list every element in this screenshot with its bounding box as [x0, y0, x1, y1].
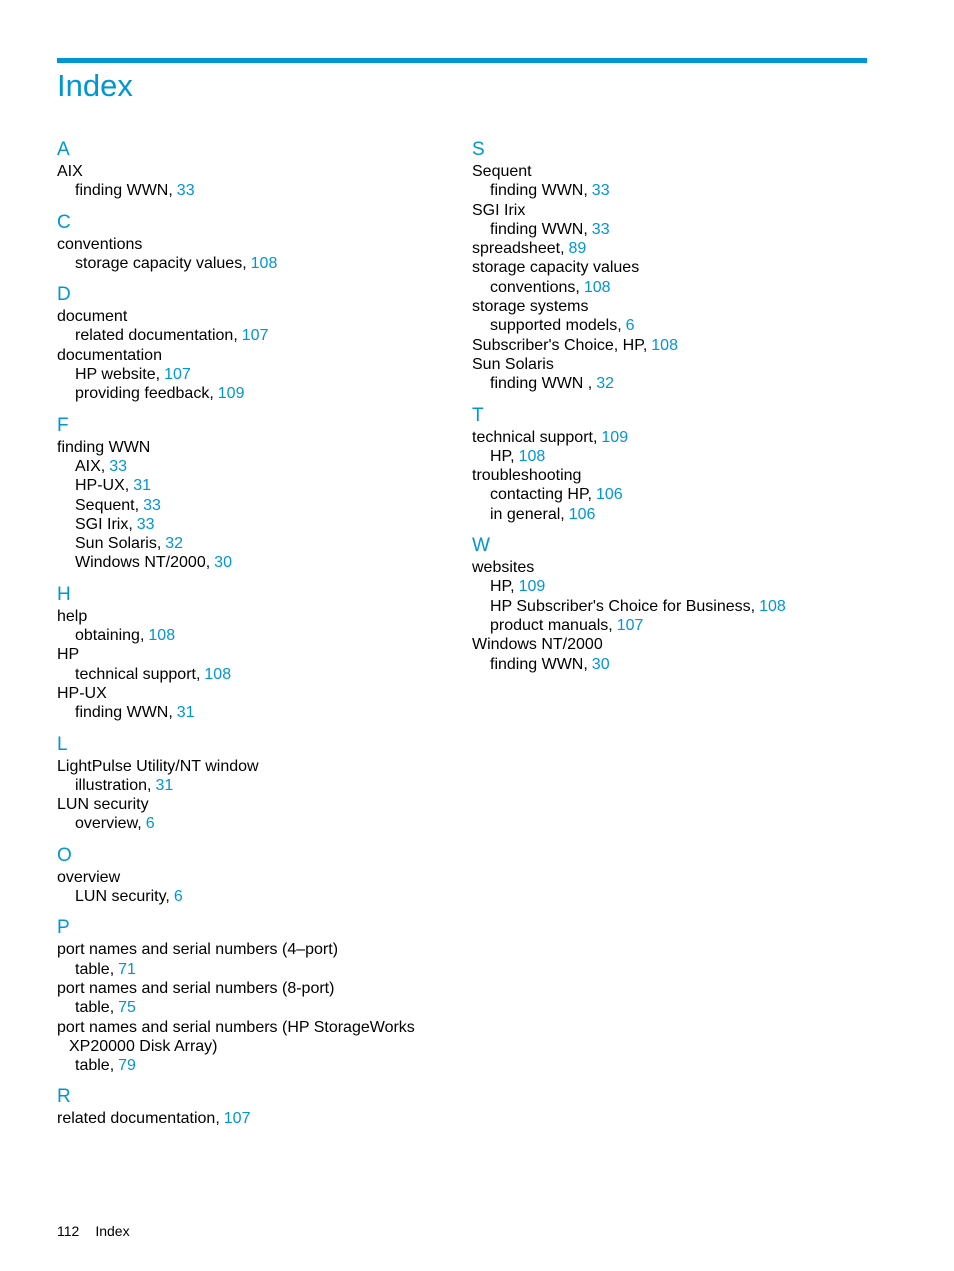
index-subentry [57, 553, 447, 572]
index-entry [57, 235, 447, 254]
index-subentry [57, 814, 447, 833]
entry-text: conventions [57, 235, 143, 253]
index-entry [57, 795, 447, 814]
index-entry [57, 162, 447, 181]
index-section-h [57, 583, 447, 723]
entry-text: finding WWN, [490, 655, 588, 673]
page-link[interactable]: 107 [164, 366, 191, 384]
section-letter: D [57, 284, 71, 306]
title-rule [57, 58, 867, 63]
index-entry [472, 635, 872, 654]
page-link[interactable]: 71 [118, 960, 136, 978]
index-entry [472, 258, 872, 277]
entry-text: documentation [57, 346, 162, 364]
page-link[interactable]: 109 [217, 385, 245, 403]
index-subentry [472, 278, 872, 297]
page-link[interactable]: 32 [165, 535, 184, 553]
index-entry [57, 607, 447, 626]
entry-text: product manuals, [490, 616, 613, 634]
entry-text: Sequent, [75, 496, 140, 514]
page-link[interactable]: 33 [176, 182, 195, 200]
page-link[interactable]: 33 [109, 457, 128, 475]
index-subentry [57, 181, 447, 200]
index-entry [57, 979, 447, 998]
entry-text: Windows NT/2000, [75, 554, 211, 572]
index-section-c [57, 211, 447, 274]
index-subentry [57, 476, 447, 495]
entry-text: SGI Irix [472, 201, 526, 219]
page-link[interactable]: 6 [145, 815, 155, 833]
page-link[interactable]: 107 [616, 616, 644, 634]
entry-text: HP, [490, 447, 515, 465]
entry-text: help [57, 607, 88, 625]
page-link[interactable]: 33 [591, 220, 610, 238]
index-section-a [57, 138, 447, 201]
index-subentry [57, 534, 447, 553]
entry-text: technical support, [472, 428, 598, 446]
index-entry [57, 684, 447, 703]
page-link[interactable]: 108 [759, 597, 786, 615]
index-subentry [57, 457, 447, 476]
entry-text: finding WWN, [75, 704, 173, 722]
index-entry [472, 355, 872, 374]
index-entry [472, 162, 872, 181]
page-link[interactable]: 107 [223, 1110, 251, 1128]
index-section-w [472, 534, 872, 674]
entry-text: HP [57, 646, 80, 664]
index-subentry [57, 703, 447, 722]
index-entry [57, 1037, 447, 1056]
page-link[interactable]: 108 [518, 447, 546, 465]
index-entry [57, 307, 447, 326]
entry-text: finding WWN, [490, 220, 588, 238]
entry-text: port names and serial numbers (4–port) [57, 941, 339, 959]
section-letter: T [472, 404, 484, 426]
entry-text: contacting HP, [490, 486, 592, 504]
page-link[interactable]: 109 [518, 578, 546, 596]
page-link[interactable]: 106 [568, 505, 596, 523]
page-number: 112 [57, 1223, 80, 1239]
entry-text: obtaining, [75, 627, 145, 645]
index-section-f [57, 414, 447, 573]
entry-text: HP website, [75, 366, 161, 384]
page-link[interactable]: 75 [118, 999, 136, 1017]
entry-text: Sun Solaris, [75, 535, 162, 553]
index-column-right [472, 138, 872, 684]
entry-text: Subscriber's Choice, HP, [472, 336, 648, 354]
entry-text: port names and serial numbers (HP StorageWorks [57, 1018, 415, 1036]
entry-text: conventions, [490, 278, 580, 296]
page-link[interactable]: 32 [596, 375, 615, 393]
index-section-s [472, 138, 872, 394]
index-entry [472, 466, 872, 485]
entry-text: Windows NT/2000 [472, 636, 603, 654]
index-subentry [57, 998, 447, 1017]
page-link[interactable]: 6 [173, 888, 183, 906]
entry-text: websites [472, 559, 535, 577]
index-subentry [57, 960, 447, 979]
entry-text: storage capacity values [472, 259, 640, 277]
entry-text: port names and serial numbers (8-port) [57, 979, 335, 997]
entry-text: related documentation, [75, 327, 238, 345]
index-entry [57, 868, 447, 887]
entry-text: storage systems [472, 298, 589, 316]
index-column-left [57, 138, 447, 1139]
index-section-l [57, 733, 447, 834]
section-letter: W [472, 535, 490, 557]
index-subentry [472, 616, 872, 635]
index-entry [57, 940, 447, 959]
section-letter: F [57, 414, 69, 436]
index-subentry [57, 776, 447, 795]
page-link[interactable]: 31 [133, 477, 152, 495]
entry-text: storage capacity values, [75, 254, 247, 272]
index-section-r [57, 1085, 447, 1128]
index-entry [472, 558, 872, 577]
index-entry [472, 336, 872, 355]
index-subentry [57, 384, 447, 403]
entry-text: finding WWN, [490, 182, 588, 200]
page-link[interactable]: 89 [568, 240, 587, 258]
index-section-t [472, 404, 872, 524]
entry-text: HP-UX [57, 684, 107, 702]
section-letter: C [57, 211, 71, 233]
index-subentry [472, 374, 872, 393]
entry-text: finding WWN [57, 438, 151, 456]
index-subentry [57, 515, 447, 534]
index-entry [472, 297, 872, 316]
index-subentry [472, 485, 872, 504]
section-letter: P [57, 917, 70, 939]
index-entry [57, 346, 447, 365]
section-letter: O [57, 844, 72, 866]
entry-text: AIX [57, 163, 83, 180]
index-subentry [472, 181, 872, 200]
entry-text: LUN security, [75, 888, 170, 906]
page-link[interactable]: 33 [136, 515, 155, 533]
entry-text: table, [75, 960, 115, 978]
entry-text: LUN security [57, 796, 149, 814]
index-subentry [472, 655, 872, 674]
index-subentry [57, 626, 447, 645]
page-link[interactable]: 108 [250, 254, 278, 272]
index-entry [57, 1018, 447, 1037]
index-subentry [57, 254, 447, 273]
entry-text: SGI Irix, [75, 515, 133, 533]
index-subentry [472, 577, 872, 596]
section-letter: H [57, 583, 71, 605]
section-letter: R [57, 1086, 71, 1108]
index-entry [472, 239, 872, 258]
footer-title: Index [95, 1223, 130, 1239]
index-subentry [57, 1056, 447, 1075]
page-link[interactable]: 108 [583, 278, 611, 296]
entry-text: table, [75, 1057, 115, 1075]
section-letter: S [472, 139, 485, 160]
entry-text: finding WWN , [490, 375, 593, 393]
page-link[interactable]: 109 [601, 428, 629, 446]
section-letter: L [57, 733, 68, 755]
entry-text: overview [57, 868, 121, 886]
entry-text: technical support, [75, 665, 201, 683]
index-subentry [472, 447, 872, 466]
index-section-p [57, 916, 447, 1075]
entry-text: HP-UX, [75, 477, 130, 495]
index-subentry [57, 665, 447, 684]
page-link[interactable]: 79 [118, 1057, 136, 1075]
page-link[interactable]: 33 [143, 496, 161, 514]
index-subentry [472, 220, 872, 239]
index-entry [57, 438, 447, 457]
index-subentry [57, 326, 447, 345]
index-entry [57, 1109, 447, 1128]
entry-text: troubleshooting [472, 467, 582, 485]
index-section-o [57, 844, 447, 907]
index-subentry [472, 316, 872, 335]
entry-text: related documentation, [57, 1110, 220, 1128]
entry-text: supported models, [490, 317, 622, 335]
entry-text: finding WWN, [75, 182, 173, 200]
entry-text: in general, [490, 505, 565, 523]
page-link[interactable]: 30 [591, 655, 610, 673]
page-link[interactable]: 33 [591, 182, 610, 200]
index-subentry [57, 887, 447, 906]
entry-text: HP Subscriber's Choice for Business, [490, 597, 756, 615]
index-subentry [472, 597, 872, 616]
page-link[interactable]: 106 [596, 486, 623, 504]
entry-text: Sequent [472, 163, 532, 180]
entry-text: XP20000 Disk Array) [69, 1037, 218, 1055]
page-link[interactable]: 31 [155, 776, 174, 794]
entry-text: spreadsheet, [472, 240, 565, 258]
entry-text: overview, [75, 815, 142, 833]
entry-text: AIX, [75, 457, 106, 475]
entry-text: Sun Solaris [472, 355, 554, 373]
index-entry [472, 201, 872, 220]
entry-text: table, [75, 999, 115, 1017]
page-link[interactable]: 108 [651, 336, 678, 354]
index-subentry [57, 365, 447, 384]
entry-text: LightPulse Utility/NT window [57, 757, 259, 775]
page-link[interactable]: 31 [176, 704, 195, 722]
index-section-d [57, 283, 447, 403]
entry-text: providing feedback, [75, 385, 214, 403]
index-subentry [57, 496, 447, 515]
section-letter: A [57, 139, 70, 160]
index-entry [472, 428, 872, 447]
index-entry [57, 757, 447, 776]
page-link[interactable]: 108 [148, 627, 176, 645]
entry-text: HP, [490, 578, 515, 596]
entry-text: illustration, [75, 776, 152, 794]
page-link[interactable]: 6 [625, 317, 635, 335]
page-title: Index [57, 68, 133, 103]
entry-text: document [57, 308, 128, 326]
index-subentry [472, 505, 872, 524]
page-footer [57, 1222, 130, 1240]
page-link[interactable]: 107 [241, 327, 269, 345]
index-entry [57, 645, 447, 664]
page-link[interactable]: 30 [214, 554, 232, 572]
page-link[interactable]: 108 [204, 665, 232, 683]
